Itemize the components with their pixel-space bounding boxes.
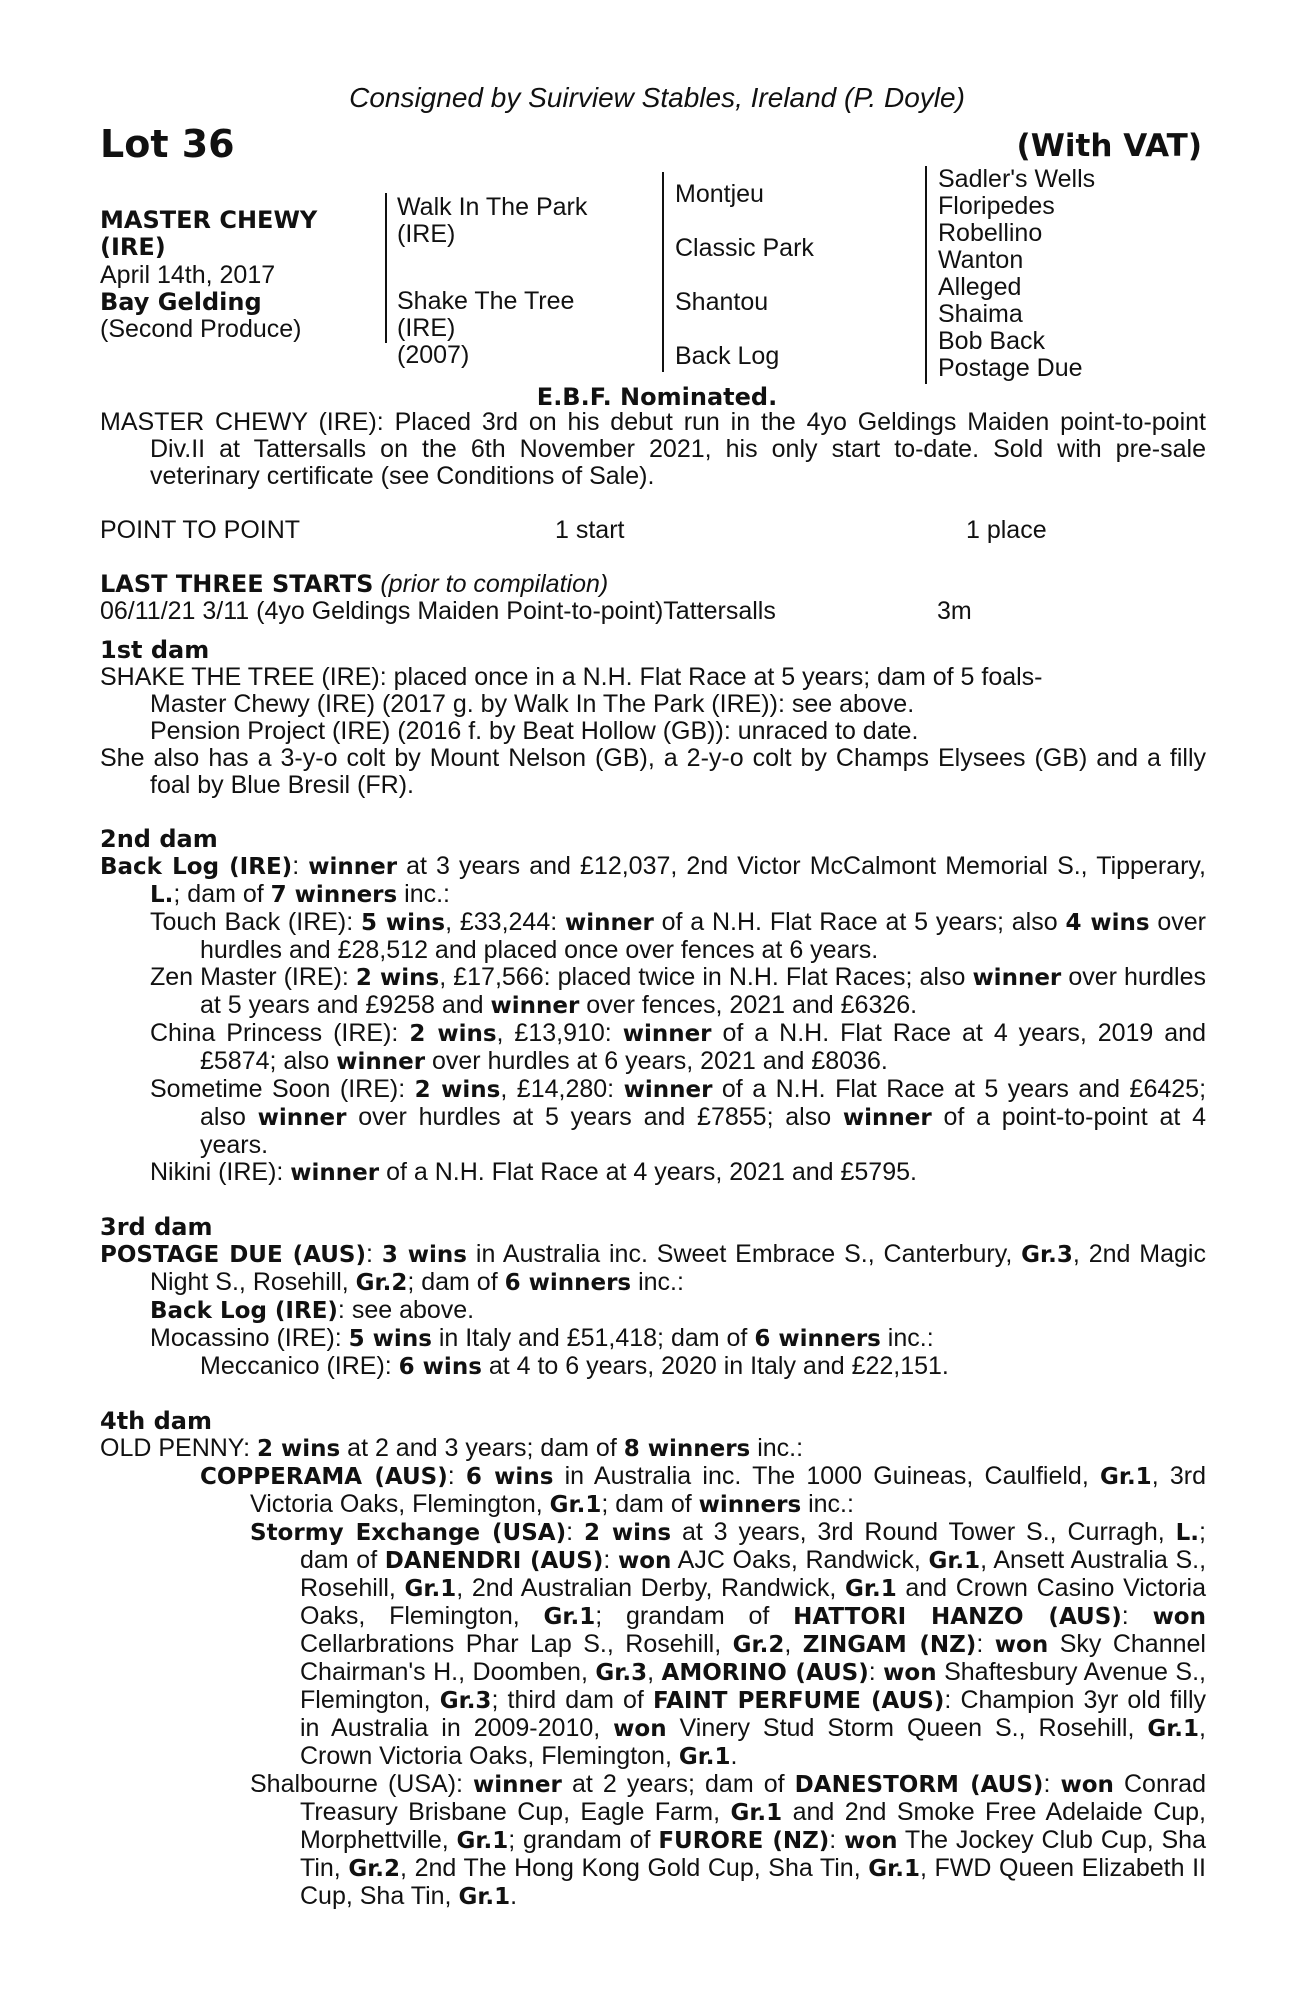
record-label: POINT TO POINT — [100, 516, 301, 544]
pedigree-line-3 — [925, 166, 927, 384]
last-start-entry: 06/11/21 3/11 (4yo Geldings Maiden Point-to-point)Tattersalls — [100, 597, 776, 625]
gen3-7: Bob Back — [938, 327, 1046, 355]
sire-sire: Montjeu — [675, 180, 764, 208]
copperama-entry: COPPERAMA (AUS): 6 wins in Australia inc. The 1000 Guineas, Caulfield, Gr.1, 3rd Victoria Oaks, Flemington, Gr.1; dam of winners inc.: — [200, 1462, 1206, 1518]
fourth-dam-heading: 4th dam — [100, 1407, 212, 1435]
catalogue-body — [100, 409, 1206, 1911]
china-princess-entry: China Princess (IRE): 2 wins, £13,910: winner of a N.H. Flat Race at 4 years, 2019 and £5874; also winner over hurdles at 6 years, 2021 and £8036. — [150, 1019, 1206, 1075]
dam-name: Shake The Tree — [397, 287, 575, 315]
shalbourne-entry: Shalbourne (USA): winner at 2 years; dam of DANESTORM (AUS): won Conrad Treasury Brisbane Cup, Eagle Farm, Gr.1 and 2nd Smoke Free Adelaide Cup, Morphettville, Gr.1; grandam of FURORE (NZ): won The Jockey Club Cup, Sha Tin, Gr.2, 2nd The Hong Kong Gold Cup, Sha Tin, Gr.1, FWD Queen Elizabeth II Cup, Sha Tin, Gr.1. — [250, 1770, 1207, 1910]
zen-master-entry: Zen Master (IRE): 2 wins, £17,566: placed twice in N.H. Flat Races; also winner over hurdles at 5 years and £9258 and winner over fences, 2021 and £6326. — [150, 963, 1207, 1019]
back-log-ref: Back Log (IRE): see above. — [150, 1296, 475, 1324]
postage-due-entry: POSTAGE DUE (AUS): 3 wins in Australia inc. Sweet Embrace S., Canterbury, Gr.3, 2nd Magic Night S., Rosehill, Gr.2; dam of 6 winners inc.: — [100, 1240, 1206, 1296]
lot-number: Lot 36 — [100, 122, 235, 166]
last-starts-heading: LAST THREE STARTS (prior to compilation) — [100, 570, 609, 598]
produce-note: (Second Produce) — [100, 315, 302, 343]
gen3-1: Sadler's Wells — [938, 165, 1096, 193]
ebf-note: E.B.F. Nominated. — [536, 383, 778, 411]
sire-dam: Classic Park — [675, 234, 814, 262]
dam-dam: Back Log — [675, 342, 780, 370]
sire-name: Walk In The Park — [397, 193, 588, 221]
horse-suffix: (IRE) — [100, 233, 166, 261]
gen3-3: Robellino — [938, 219, 1043, 247]
gen3-5: Alleged — [938, 273, 1022, 301]
horse-name: MASTER CHEWY — [100, 206, 318, 234]
last-start-row — [100, 598, 1206, 625]
intro-paragraph: MASTER CHEWY (IRE): Placed 3rd on his debut run in the 4yo Geldings Maiden point-to-point Div.II at Tattersalls on the 6th November 2021, his only start to-date. Sold with pre-sale veterinary certificate (see Conditions of Sale). — [100, 408, 1206, 490]
mocassino-entry: Mocassino (IRE): 5 wins in Italy and £51,418; dam of 6 winners inc.: — [150, 1324, 934, 1352]
record-starts: 1 start — [555, 516, 625, 544]
second-dam-heading: 2nd dam — [100, 825, 218, 853]
stormy-exchange-entry: Stormy Exchange (USA): 2 wins at 3 years, 3rd Round Tower S., Curragh, L.; dam of DANENDRI (AUS): won AJC Oaks, Randwick, Gr.1, Ansett Australia S., Rosehill, Gr.1, 2nd Australian Derby, Randwick, Gr.1 and Crown Casino Victoria Oaks, Flemington, Gr.1; grandam of HATTORI HANZO (AUS): won Cellarbrations Phar Lap S., Rosehill, Gr.2, ZINGAM (NZ): won Sky Channel Chairman's H., Doomben, Gr.3, AMORINO (AUS): won Shaftesbury Avenue S., Flemington, Gr.3; third dam of FAINT PERFUME (AUS): Champion 3yr old filly in Australia in 2009-2010, won Vinery Stud Storm Queen S., Rosehill, Gr.1, Crown Victoria Oaks, Flemington, Gr.1. — [250, 1518, 1207, 1770]
foal-2: Pension Project (IRE) (2016 f. by Beat Hollow (GB)): unraced to date. — [150, 717, 919, 745]
gen3-2: Floripedes — [938, 192, 1055, 220]
gen3-8: Postage Due — [938, 354, 1083, 382]
foal-1: Master Chewy (IRE) (2017 g. by Walk In The Park (IRE)): see above. — [150, 690, 915, 718]
sire-country: (IRE) — [397, 220, 456, 248]
first-dam-lead: SHAKE THE TREE (IRE): placed once in a N.H. Flat Race at 5 years; dam of 5 foals- — [100, 663, 1043, 691]
pedigree-line-2 — [662, 172, 664, 372]
gen3-6: Shaima — [938, 300, 1023, 328]
back-log-entry: Back Log (IRE): winner at 3 years and £12,037, 2nd Victor McCalmont Memorial S., Tipperary, L.; dam of 7 winners inc.: — [100, 852, 1207, 908]
consignor-line: Consigned by Suirview Stables, Ireland (P. Doyle) — [349, 82, 965, 113]
old-penny-entry: OLD PENNY: 2 wins at 2 and 3 years; dam of 8 winners inc.: — [100, 1434, 804, 1462]
sometime-soon-entry: Sometime Soon (IRE): 2 wins, £14,280: winner of a N.H. Flat Race at 5 years and £6425; also winner over hurdles at 5 years and £7855; also winner of a point-to-point at 4 years. — [150, 1075, 1207, 1159]
pedigree-line-1 — [385, 193, 387, 343]
dam-year: (2007) — [397, 341, 470, 369]
touch-back-entry: Touch Back (IRE): 5 wins, £33,244: winner of a N.H. Flat Race at 5 years; also 4 wins over hurdles and £28,512 and placed once over fences at 6 years. — [150, 908, 1206, 964]
third-dam-heading: 3rd dam — [100, 1213, 213, 1241]
foaling-date: April 14th, 2017 — [100, 261, 276, 289]
nikini-entry: Nikini (IRE): winner of a N.H. Flat Race at 4 years, 2021 and £5795. — [150, 1158, 917, 1186]
vat-status: (With VAT) — [1016, 128, 1202, 164]
last-start-distance: 3m — [937, 597, 972, 625]
meccanico-entry: Meccanico (IRE): 6 wins at 4 to 6 years, 2020 in Italy and £22,151. — [200, 1352, 949, 1380]
horse-sex: Bay Gelding — [100, 288, 262, 316]
first-dam-heading: 1st dam — [100, 636, 210, 664]
gen3-4: Wanton — [938, 246, 1024, 274]
point-to-point-record — [100, 517, 1206, 544]
dam-country: (IRE) — [397, 314, 456, 342]
dam-sire: Shantou — [675, 288, 769, 316]
record-places: 1 place — [966, 516, 1047, 544]
first-dam-also: She also has a 3-y-o colt by Mount Nelson (GB), a 2-y-o colt by Champs Elysees (GB) and a filly foal by Blue Bresil (FR). — [100, 744, 1206, 799]
